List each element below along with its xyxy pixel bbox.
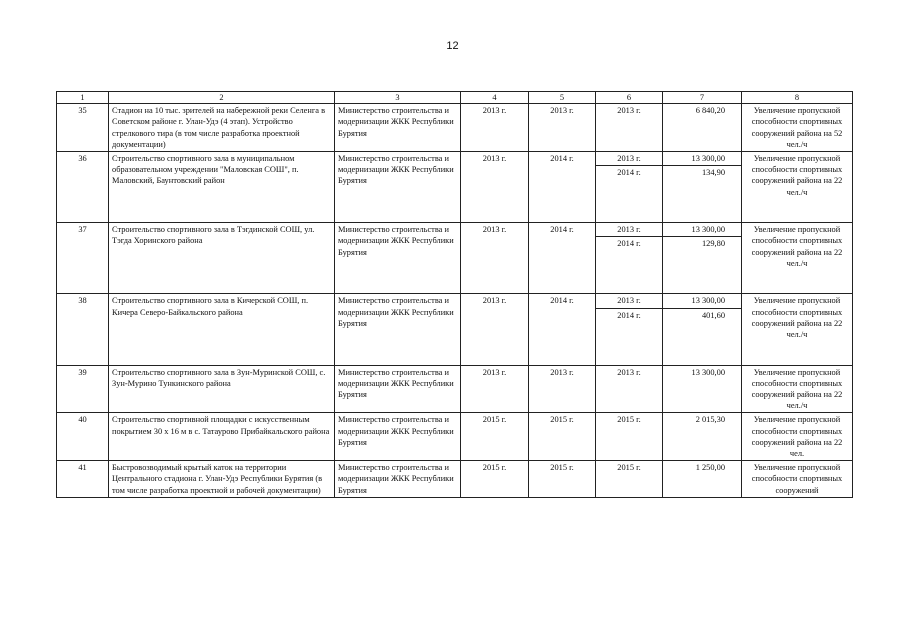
responsible-ministry: Министерство строительства и модернизации ЖКК Республики Бурятия bbox=[335, 413, 461, 461]
table-row bbox=[57, 294, 853, 308]
funding-year: 2013 г. bbox=[596, 365, 663, 413]
funding-year: 2013 г. bbox=[596, 104, 663, 152]
end-year: 2014 г. bbox=[529, 294, 596, 365]
row-number: 41 bbox=[57, 461, 109, 498]
project-name: Строительство спортивного зала в муниципальном образовательном учреждении "Маловская СОШ", п. Маловский, Баунтовский район bbox=[109, 152, 335, 223]
funding-amount: 129,80 bbox=[663, 237, 742, 294]
end-year: 2015 г. bbox=[529, 461, 596, 498]
row-number: 40 bbox=[57, 413, 109, 461]
funding-amount: 401,60 bbox=[663, 308, 742, 365]
funding-year: 2014 г. bbox=[596, 166, 663, 223]
program-table bbox=[56, 91, 853, 498]
funding-amount: 13 300,00 bbox=[663, 152, 742, 166]
funding-amount: 13 300,00 bbox=[663, 294, 742, 308]
responsible-ministry: Министерство строительства и модернизации ЖКК Республики Бурятия bbox=[335, 104, 461, 152]
project-name: Строительство спортивного зала в Зун-Муринской СОШ, с. Зун-Мурино Тункинского района bbox=[109, 365, 335, 413]
row-number: 38 bbox=[57, 294, 109, 365]
header-cell: 8 bbox=[742, 92, 853, 104]
responsible-ministry: Министерство строительства и модернизации ЖКК Республики Бурятия bbox=[335, 152, 461, 223]
funding-year: 2015 г. bbox=[596, 461, 663, 498]
table-row bbox=[57, 152, 853, 166]
start-year: 2013 г. bbox=[461, 152, 529, 223]
header-cell: 1 bbox=[57, 92, 109, 104]
funding-amount: 13 300,00 bbox=[663, 223, 742, 237]
project-name: Быстровозводимый крытый каток на территории Центрального стадиона г. Улан-Удэ Республики Бурятия (в том числе разработка проектной и рабочей документации) bbox=[109, 461, 335, 498]
row-number: 39 bbox=[57, 365, 109, 413]
project-name: Стадион на 10 тыс. зрителей на набережной реки Селенга в Советском районе г. Улан-Удэ (4 этап). Устройство стрелкового тира (в том числе разработка проектной документации) bbox=[109, 104, 335, 152]
funding-amount: 1 250,00 bbox=[663, 461, 742, 498]
header-row bbox=[57, 92, 853, 104]
row-number: 35 bbox=[57, 104, 109, 152]
project-name: Строительство спортивного зала в Тэгдинской СОШ, ул. Тэгда Хоринского района bbox=[109, 223, 335, 294]
project-name: Строительство спортивного зала в Кичерской СОШ, п. Кичера Северо-Байкальского района bbox=[109, 294, 335, 365]
start-year: 2013 г. bbox=[461, 104, 529, 152]
header-cell: 6 bbox=[596, 92, 663, 104]
expected-result: Увеличение пропускной способности спортивных сооружений района на 22 чел. bbox=[742, 413, 853, 461]
header-cell: 5 bbox=[529, 92, 596, 104]
table-body bbox=[57, 92, 853, 498]
funding-amount: 13 300,00 bbox=[663, 365, 742, 413]
start-year: 2015 г. bbox=[461, 461, 529, 498]
funding-year: 2014 г. bbox=[596, 308, 663, 365]
end-year: 2014 г. bbox=[529, 152, 596, 223]
header-cell: 7 bbox=[663, 92, 742, 104]
expected-result: Увеличение пропускной способности спортивных сооружений района на 22 чел./ч bbox=[742, 152, 853, 223]
table-row bbox=[57, 461, 853, 498]
page-number: 12 bbox=[446, 40, 459, 52]
end-year: 2015 г. bbox=[529, 413, 596, 461]
funding-year: 2013 г. bbox=[596, 294, 663, 308]
start-year: 2013 г. bbox=[461, 223, 529, 294]
row-number: 37 bbox=[57, 223, 109, 294]
funding-year: 2014 г. bbox=[596, 237, 663, 294]
start-year: 2013 г. bbox=[461, 294, 529, 365]
funding-amount: 134,90 bbox=[663, 166, 742, 223]
project-name: Строительство спортивной площадки с искусственным покрытием 30 х 16 м в с. Татаурово Прибайкальского района bbox=[109, 413, 335, 461]
responsible-ministry: Министерство строительства и модернизации ЖКК Республики Бурятия bbox=[335, 294, 461, 365]
table-row bbox=[57, 223, 853, 237]
header-cell: 4 bbox=[461, 92, 529, 104]
expected-result: Увеличение пропускной способности спортивных сооружений района на 22 чел./ч bbox=[742, 365, 853, 413]
table-row bbox=[57, 413, 853, 461]
table-row bbox=[57, 104, 853, 152]
responsible-ministry: Министерство строительства и модернизации ЖКК Республики Бурятия bbox=[335, 223, 461, 294]
header-cell: 3 bbox=[335, 92, 461, 104]
expected-result: Увеличение пропускной способности спортивных сооружений района на 22 чел./ч bbox=[742, 223, 853, 294]
table-row bbox=[57, 365, 853, 413]
end-year: 2014 г. bbox=[529, 223, 596, 294]
expected-result: Увеличение пропускной способности спортивных сооружений района на 22 чел./ч bbox=[742, 294, 853, 365]
responsible-ministry: Министерство строительства и модернизации ЖКК Республики Бурятия bbox=[335, 461, 461, 498]
funding-year: 2013 г. bbox=[596, 223, 663, 237]
start-year: 2013 г. bbox=[461, 365, 529, 413]
responsible-ministry: Министерство строительства и модернизации ЖКК Республики Бурятия bbox=[335, 365, 461, 413]
funding-year: 2015 г. bbox=[596, 413, 663, 461]
start-year: 2015 г. bbox=[461, 413, 529, 461]
expected-result: Увеличение пропускной способности спортивных сооружений района на 52 чел./ч bbox=[742, 104, 853, 152]
funding-amount: 2 015,30 bbox=[663, 413, 742, 461]
funding-amount: 6 840,20 bbox=[663, 104, 742, 152]
funding-year: 2013 г. bbox=[596, 152, 663, 166]
row-number: 36 bbox=[57, 152, 109, 223]
end-year: 2013 г. bbox=[529, 365, 596, 413]
end-year: 2013 г. bbox=[529, 104, 596, 152]
expected-result: Увеличение пропускной способности спортивных сооружений bbox=[742, 461, 853, 498]
header-cell: 2 bbox=[109, 92, 335, 104]
